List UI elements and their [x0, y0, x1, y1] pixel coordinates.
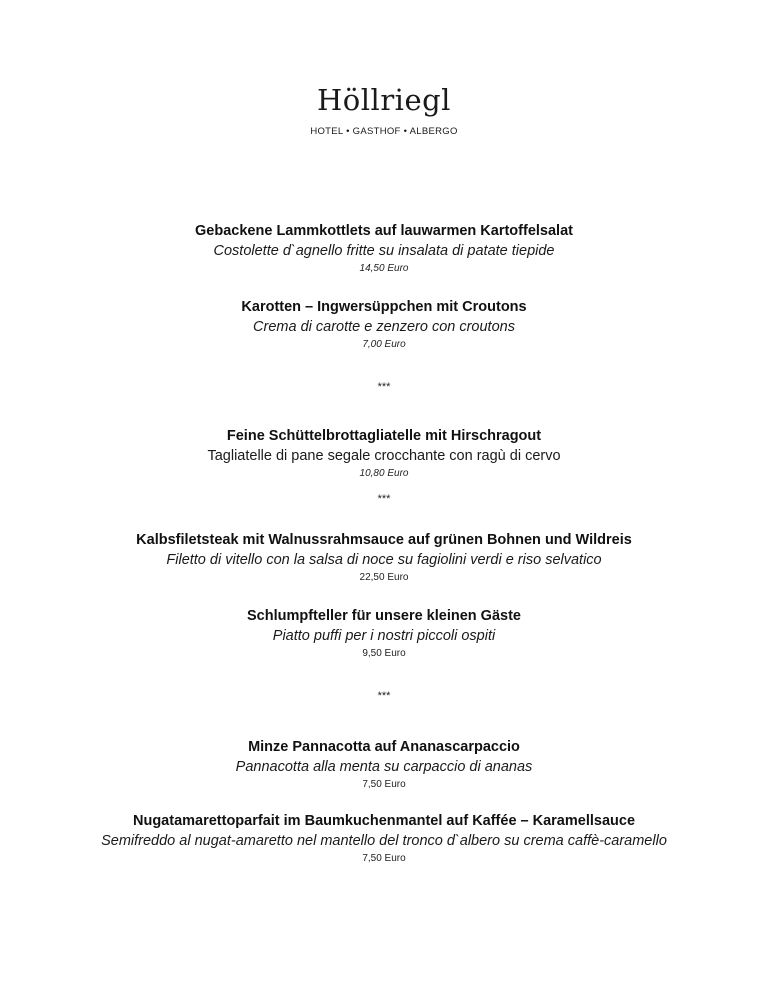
dish-price: 7,50 Euro: [362, 779, 406, 790]
dish-translation: Filetto di vitello con la salsa di noce su fagiolini verdi e riso selvatico: [166, 552, 602, 568]
menu-item: [0, 606, 768, 661]
menu-item: [0, 221, 768, 276]
dish-price: 10,80 Euro: [359, 468, 409, 479]
tagline: HOTEL • GASTHOF • ALBERGO: [310, 126, 458, 137]
dish-price: 22,50 Euro: [359, 572, 409, 583]
dish-name: Kalbsfiletsteak mit Walnussrahmsauce auf grünen Bohnen und Wildreis: [136, 532, 632, 548]
section-separator: ***: [377, 690, 391, 702]
dish-translation: Tagliatelle di pane segale crocchante con ragù di cervo: [207, 448, 561, 464]
dish-translation: Costolette d`agnello fritte su insalata di patate tiepide: [213, 243, 555, 259]
dish-name: Karotten – Ingwersüppchen mit Croutons: [241, 299, 527, 315]
dish-name: Nugatamarettoparfait im Baumkuchenmantel auf Kaffée – Karamellsauce: [132, 813, 636, 829]
section-separator: ***: [377, 493, 391, 505]
dish-price: 7,50 Euro: [362, 853, 406, 864]
dish-price: 9,50 Euro: [362, 648, 406, 659]
menu-item: [0, 737, 768, 792]
section-separator: ***: [377, 381, 391, 393]
dish-translation: Semifreddo al nugat-amaretto nel mantello del tronco d`albero su crema caffè-caramello: [101, 833, 667, 849]
dish-name: Schlumpfteller für unsere kleinen Gäste: [247, 608, 521, 624]
dish-name: Feine Schüttelbrottagliatelle mit Hirschragout: [226, 428, 542, 444]
menu-item: [0, 297, 768, 352]
dish-price: 7,00 Euro: [362, 339, 406, 350]
menu-item: [0, 811, 768, 866]
dish-name: Minze Pannacotta auf Ananascarpaccio: [248, 739, 520, 755]
dish-price: 14,50 Euro: [359, 263, 409, 274]
menu-item: [0, 530, 768, 585]
dish-translation: Crema di carotte e zenzero con croutons: [253, 319, 515, 335]
dish-translation: Piatto puffi per i nostri piccoli ospiti: [272, 628, 496, 644]
logo: Höllriegl: [317, 83, 451, 117]
menu-item: [0, 426, 768, 481]
dish-name: Gebackene Lammkottlets auf lauwarmen Kartoffelsalat: [195, 223, 573, 239]
dish-translation: Pannacotta alla menta su carpaccio di ananas: [235, 759, 533, 775]
